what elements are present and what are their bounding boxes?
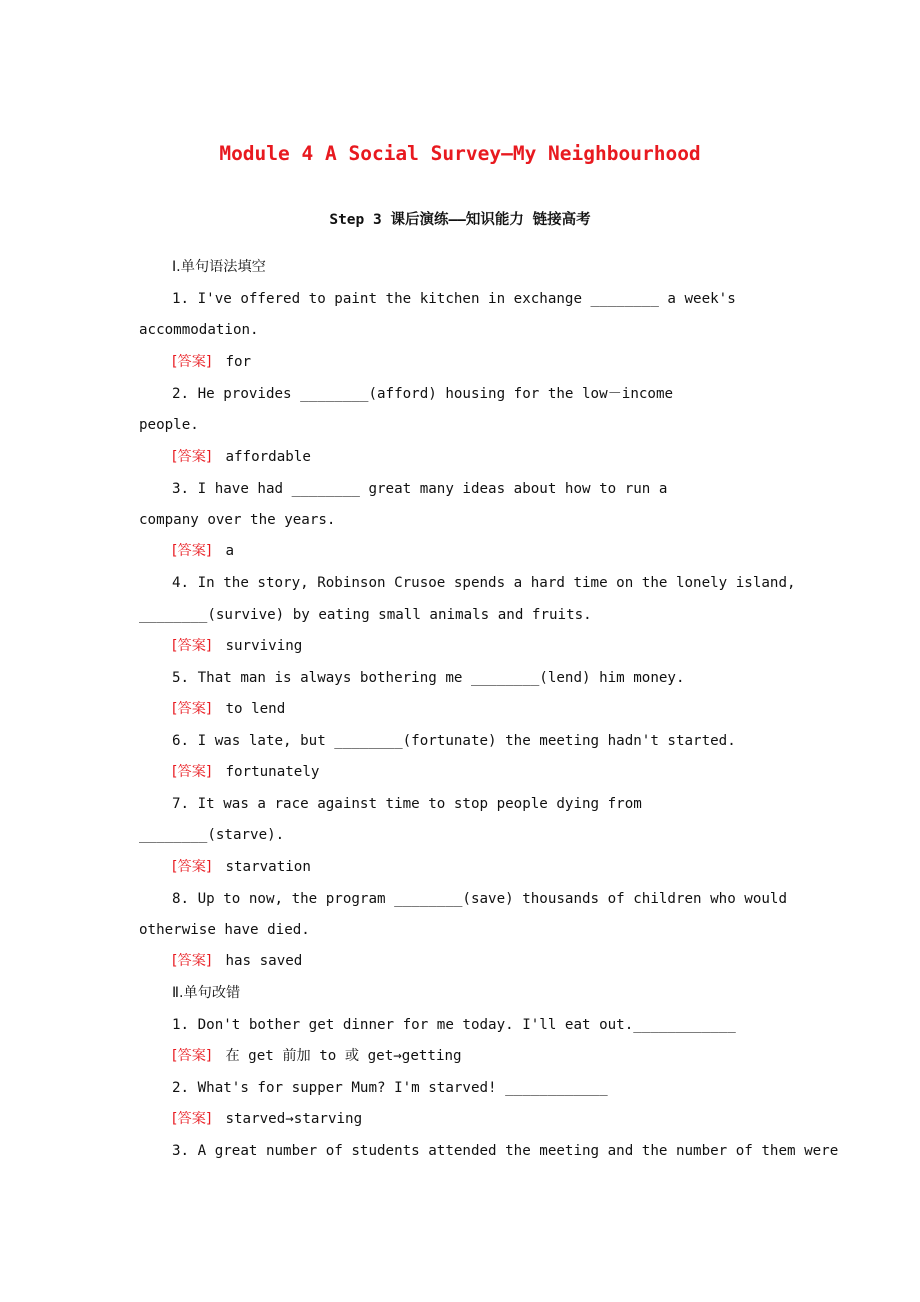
answer-tag: [答案] <box>172 1048 212 1064</box>
correction-2-line1: 2. What's for supper Mum? I'm starved! ____________ <box>172 1080 608 1096</box>
answer-value: fortunately <box>225 764 320 780</box>
answer-value: to lend <box>225 701 286 717</box>
answer-value: has saved <box>225 953 303 969</box>
section1-heading: Ⅰ.单句语法填空 <box>172 259 266 275</box>
answer-6 <box>172 762 319 782</box>
answer-value: for <box>225 354 252 370</box>
question-3-line2: company over the years. <box>139 512 336 528</box>
answer-8 <box>172 951 302 971</box>
answer-value: affordable <box>225 449 311 465</box>
question-2-line2: people. <box>139 417 199 433</box>
question-4-line2: ________(survive) by eating small animals and fruits. <box>139 607 592 623</box>
answer-tag: [答案] <box>172 953 212 969</box>
answer-value: 在 get 前加 to 或 get→getting <box>225 1048 462 1064</box>
answer-value: starvation <box>225 859 311 875</box>
answer-2 <box>172 447 311 467</box>
question-7-line2: ________(starve). <box>139 827 285 843</box>
question-1-line2: accommodation. <box>139 322 259 338</box>
answer-tag: [答案] <box>172 354 212 370</box>
answer-tag: [答案] <box>172 1111 212 1127</box>
question-7-line1: 7. It was a race against time to stop people dying from <box>172 796 642 812</box>
question-6-line1: 6. I was late, but ________(fortunate) the meeting hadn't started. <box>172 733 736 749</box>
correction-1-line1: 1. Don't bother get dinner for me today. I'll eat out.____________ <box>172 1017 736 1033</box>
question-5-line1: 5. That man is always bothering me ________(lend) him money. <box>172 670 685 686</box>
question-2-line1: 2. He provides ________(afford) housing for the low－income <box>172 386 674 402</box>
question-8-line2: otherwise have died. <box>139 922 310 938</box>
step-heading: Step 3 课后演练——知识能力 链接高考 <box>329 212 591 228</box>
answer-tag: [答案] <box>172 543 212 559</box>
answer-4 <box>172 636 302 656</box>
answer-tag: [答案] <box>172 859 212 875</box>
answer-tag: [答案] <box>172 701 212 717</box>
answer-3 <box>172 541 234 561</box>
question-8-line1: 8. Up to now, the program ________(save) thousands of children who would <box>172 891 787 907</box>
answer-value: a <box>225 543 234 559</box>
answer-value: starved→starving <box>225 1111 363 1127</box>
correction-answer-2 <box>172 1109 362 1129</box>
answer-5 <box>172 699 285 719</box>
section2-heading: Ⅱ.单句改错 <box>172 985 241 1001</box>
answer-tag: [答案] <box>172 764 212 780</box>
question-4-line1: 4. In the story, Robinson Crusoe spends a hard time on the lonely island, <box>172 575 796 591</box>
correction-answer-1 <box>172 1046 462 1066</box>
answer-tag: [答案] <box>172 449 212 465</box>
answer-tag: [答案] <box>172 638 212 654</box>
question-3-line1: 3. I have had ________ great many ideas about how to run a <box>172 481 668 497</box>
page-title: Module 4 A Social Survey—My Neighbourhood <box>219 142 701 165</box>
answer-7 <box>172 857 311 877</box>
question-1-line1: 1. I've offered to paint the kitchen in exchange ________ a week's <box>172 291 736 307</box>
answer-value: surviving <box>225 638 303 654</box>
correction-3-line1: 3. A great number of students attended the meeting and the number of them were <box>172 1143 839 1159</box>
answer-1 <box>172 352 251 372</box>
